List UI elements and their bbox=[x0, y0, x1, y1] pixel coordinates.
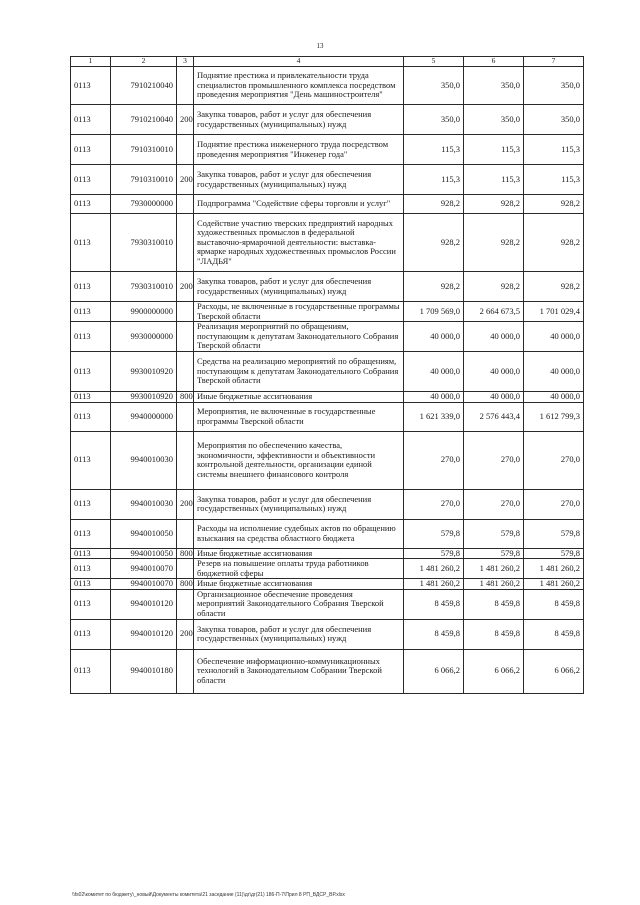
item-name-cell: Закупка товаров, работ и услуг для обеспечения государственных (муниципальных) нужд bbox=[194, 165, 404, 195]
amount-year2-cell: 2 576 443,4 bbox=[464, 402, 524, 431]
section-code-cell: 0113 bbox=[71, 392, 111, 403]
amount-year3-cell: 115,3 bbox=[524, 135, 584, 165]
amount-year3-cell: 8 459,8 bbox=[524, 589, 584, 619]
amount-year1-cell: 350,0 bbox=[404, 105, 464, 135]
expense-type-cell: 800 bbox=[177, 392, 194, 403]
section-code-cell: 0113 bbox=[71, 559, 111, 579]
header-cell: 7 bbox=[524, 57, 584, 67]
table-row bbox=[71, 589, 584, 619]
footer-file-path: \\fs02\комитет по бюджету\_новый\Документы комитета\21 заседание (11)\дг\дг(21) 186-П-7\Прил 8 РП_ВДСР_ВР.xlsx bbox=[72, 892, 345, 898]
amount-year3-cell: 40 000,0 bbox=[524, 352, 584, 392]
amount-year1-cell: 270,0 bbox=[404, 489, 464, 519]
section-code-cell: 0113 bbox=[71, 135, 111, 165]
amount-year2-cell: 40 000,0 bbox=[464, 392, 524, 403]
table-row bbox=[71, 165, 584, 195]
section-code-cell: 0113 bbox=[71, 489, 111, 519]
expense-type-cell bbox=[177, 135, 194, 165]
expense-type-cell bbox=[177, 519, 194, 548]
amount-year3-cell: 579,8 bbox=[524, 519, 584, 548]
target-article-cell: 7910310010 bbox=[111, 165, 177, 195]
table-row bbox=[71, 105, 584, 135]
amount-year3-cell: 1 612 799,3 bbox=[524, 402, 584, 431]
amount-year1-cell: 115,3 bbox=[404, 135, 464, 165]
target-article-cell: 9940010030 bbox=[111, 489, 177, 519]
section-code-cell: 0113 bbox=[71, 619, 111, 649]
expense-type-cell: 200 bbox=[177, 105, 194, 135]
section-code-cell: 0113 bbox=[71, 402, 111, 431]
expense-type-cell bbox=[177, 67, 194, 105]
section-code-cell: 0113 bbox=[71, 214, 111, 272]
item-name-cell: Мероприятия по обеспечению качества, экономичности, эффективности и объективности контрольной деятельности, организации единой системы внешнего финансового контроля bbox=[194, 431, 404, 489]
amount-year3-cell: 8 459,8 bbox=[524, 619, 584, 649]
amount-year2-cell: 2 664 673,5 bbox=[464, 302, 524, 322]
target-article-cell: 7910210040 bbox=[111, 67, 177, 105]
expense-type-cell bbox=[177, 559, 194, 579]
item-name-cell: Иные бюджетные ассигнования bbox=[194, 548, 404, 559]
amount-year1-cell: 1 481 260,2 bbox=[404, 579, 464, 590]
amount-year1-cell: 40 000,0 bbox=[404, 322, 464, 352]
table-row bbox=[71, 619, 584, 649]
table-row bbox=[71, 559, 584, 579]
section-code-cell: 0113 bbox=[71, 579, 111, 590]
amount-year1-cell: 350,0 bbox=[404, 67, 464, 105]
amount-year2-cell: 8 459,8 bbox=[464, 589, 524, 619]
expense-type-cell: 800 bbox=[177, 548, 194, 559]
amount-year3-cell: 40 000,0 bbox=[524, 322, 584, 352]
item-name-cell: Подпрограмма "Содействие сферы торговли и услуг" bbox=[194, 195, 404, 214]
section-code-cell: 0113 bbox=[71, 322, 111, 352]
item-name-cell: Мероприятия, не включенные в государственные программы Тверской области bbox=[194, 402, 404, 431]
expense-type-cell: 200 bbox=[177, 619, 194, 649]
amount-year1-cell: 928,2 bbox=[404, 214, 464, 272]
amount-year1-cell: 928,2 bbox=[404, 272, 464, 302]
section-code-cell: 0113 bbox=[71, 431, 111, 489]
amount-year2-cell: 270,0 bbox=[464, 431, 524, 489]
amount-year1-cell: 115,3 bbox=[404, 165, 464, 195]
expense-type-cell: 200 bbox=[177, 272, 194, 302]
amount-year3-cell: 6 066,2 bbox=[524, 649, 584, 693]
budget-table bbox=[70, 56, 584, 694]
target-article-cell: 9940010030 bbox=[111, 431, 177, 489]
expense-type-cell bbox=[177, 649, 194, 693]
section-code-cell: 0113 bbox=[71, 105, 111, 135]
table-row bbox=[71, 392, 584, 403]
amount-year1-cell: 6 066,2 bbox=[404, 649, 464, 693]
expense-type-cell: 200 bbox=[177, 489, 194, 519]
amount-year2-cell: 579,8 bbox=[464, 519, 524, 548]
table-row bbox=[71, 67, 584, 105]
table-header-row bbox=[71, 57, 584, 67]
amount-year3-cell: 928,2 bbox=[524, 214, 584, 272]
amount-year3-cell: 350,0 bbox=[524, 67, 584, 105]
amount-year2-cell: 1 481 260,2 bbox=[464, 579, 524, 590]
section-code-cell: 0113 bbox=[71, 519, 111, 548]
amount-year2-cell: 928,2 bbox=[464, 195, 524, 214]
amount-year1-cell: 928,2 bbox=[404, 195, 464, 214]
expense-type-cell bbox=[177, 195, 194, 214]
amount-year2-cell: 1 481 260,2 bbox=[464, 559, 524, 579]
target-article-cell: 9940010070 bbox=[111, 559, 177, 579]
item-name-cell: Закупка товаров, работ и услуг для обеспечения государственных (муниципальных) нужд bbox=[194, 272, 404, 302]
item-name-cell: Организационное обеспечение проведения мероприятий Законодательного Собрания Тверской области bbox=[194, 589, 404, 619]
amount-year1-cell: 40 000,0 bbox=[404, 352, 464, 392]
amount-year3-cell: 1 701 029,4 bbox=[524, 302, 584, 322]
table-row bbox=[71, 302, 584, 322]
amount-year3-cell: 1 481 260,2 bbox=[524, 579, 584, 590]
header-cell: 6 bbox=[464, 57, 524, 67]
header-cell: 4 bbox=[194, 57, 404, 67]
target-article-cell: 9940010050 bbox=[111, 519, 177, 548]
target-article-cell: 9940010120 bbox=[111, 589, 177, 619]
expense-type-cell bbox=[177, 402, 194, 431]
amount-year2-cell: 350,0 bbox=[464, 67, 524, 105]
table-row bbox=[71, 352, 584, 392]
expense-type-cell: 200 bbox=[177, 165, 194, 195]
section-code-cell: 0113 bbox=[71, 195, 111, 214]
amount-year3-cell: 115,3 bbox=[524, 165, 584, 195]
table-row bbox=[71, 519, 584, 548]
target-article-cell: 7910210040 bbox=[111, 105, 177, 135]
target-article-cell: 7910310010 bbox=[111, 135, 177, 165]
table-row bbox=[71, 195, 584, 214]
amount-year2-cell: 40 000,0 bbox=[464, 352, 524, 392]
table-row bbox=[71, 649, 584, 693]
amount-year3-cell: 270,0 bbox=[524, 431, 584, 489]
amount-year1-cell: 40 000,0 bbox=[404, 392, 464, 403]
item-name-cell: Закупка товаров, работ и услуг для обеспечения государственных (муниципальных) нужд bbox=[194, 105, 404, 135]
item-name-cell: Поднятие престижа и привлекательности труда специалистов промышленного комплекса посредством проведения мероприятия "День машиностроителя" bbox=[194, 67, 404, 105]
item-name-cell: Реализация мероприятий по обращениям, поступающим к депутатам Законодательного Собрания Тверской области bbox=[194, 322, 404, 352]
amount-year1-cell: 1 481 260,2 bbox=[404, 559, 464, 579]
table-row bbox=[71, 431, 584, 489]
amount-year3-cell: 928,2 bbox=[524, 195, 584, 214]
header-cell: 1 bbox=[71, 57, 111, 67]
table-row bbox=[71, 272, 584, 302]
amount-year3-cell: 1 481 260,2 bbox=[524, 559, 584, 579]
amount-year3-cell: 270,0 bbox=[524, 489, 584, 519]
amount-year2-cell: 270,0 bbox=[464, 489, 524, 519]
expense-type-cell bbox=[177, 352, 194, 392]
target-article-cell: 9940010070 bbox=[111, 579, 177, 590]
amount-year1-cell: 579,8 bbox=[404, 519, 464, 548]
target-article-cell: 7930000000 bbox=[111, 195, 177, 214]
header-cell: 5 bbox=[404, 57, 464, 67]
table-row bbox=[71, 135, 584, 165]
table-row bbox=[71, 322, 584, 352]
item-name-cell: Расходы на исполнение судебных актов по обращению взыскания на средства областного бюджета bbox=[194, 519, 404, 548]
amount-year1-cell: 270,0 bbox=[404, 431, 464, 489]
target-article-cell: 9930000000 bbox=[111, 322, 177, 352]
amount-year2-cell: 579,8 bbox=[464, 548, 524, 559]
item-name-cell: Средства на реализацию мероприятий по обращениям, поступающим к депутатам Законодательного Собрания Тверской области bbox=[194, 352, 404, 392]
target-article-cell: 7930310010 bbox=[111, 272, 177, 302]
amount-year1-cell: 8 459,8 bbox=[404, 589, 464, 619]
amount-year2-cell: 928,2 bbox=[464, 214, 524, 272]
expense-type-cell bbox=[177, 589, 194, 619]
amount-year3-cell: 579,8 bbox=[524, 548, 584, 559]
table-row bbox=[71, 214, 584, 272]
amount-year3-cell: 40 000,0 bbox=[524, 392, 584, 403]
expense-type-cell bbox=[177, 322, 194, 352]
amount-year2-cell: 6 066,2 bbox=[464, 649, 524, 693]
item-name-cell: Иные бюджетные ассигнования bbox=[194, 579, 404, 590]
amount-year3-cell: 928,2 bbox=[524, 272, 584, 302]
target-article-cell: 9940010050 bbox=[111, 548, 177, 559]
table-row bbox=[71, 579, 584, 590]
amount-year2-cell: 8 459,8 bbox=[464, 619, 524, 649]
item-name-cell: Поднятие престижа инженерного труда посредством проведения мероприятия "Инженер года" bbox=[194, 135, 404, 165]
item-name-cell: Закупка товаров, работ и услуг для обеспечения государственных (муниципальных) нужд bbox=[194, 619, 404, 649]
target-article-cell: 9930010920 bbox=[111, 352, 177, 392]
section-code-cell: 0113 bbox=[71, 165, 111, 195]
amount-year2-cell: 115,3 bbox=[464, 165, 524, 195]
target-article-cell: 7930310010 bbox=[111, 214, 177, 272]
table-row bbox=[71, 548, 584, 559]
section-code-cell: 0113 bbox=[71, 67, 111, 105]
page-number: 13 bbox=[316, 42, 324, 50]
amount-year1-cell: 8 459,8 bbox=[404, 619, 464, 649]
expense-type-cell bbox=[177, 431, 194, 489]
amount-year1-cell: 1 709 569,0 bbox=[404, 302, 464, 322]
item-name-cell: Расходы, не включенные в государственные программы Тверской области bbox=[194, 302, 404, 322]
expense-type-cell bbox=[177, 302, 194, 322]
amount-year1-cell: 579,8 bbox=[404, 548, 464, 559]
table-row bbox=[71, 489, 584, 519]
section-code-cell: 0113 bbox=[71, 548, 111, 559]
amount-year2-cell: 40 000,0 bbox=[464, 322, 524, 352]
target-article-cell: 9940000000 bbox=[111, 402, 177, 431]
target-article-cell: 9900000000 bbox=[111, 302, 177, 322]
amount-year3-cell: 350,0 bbox=[524, 105, 584, 135]
section-code-cell: 0113 bbox=[71, 272, 111, 302]
target-article-cell: 9930010920 bbox=[111, 392, 177, 403]
section-code-cell: 0113 bbox=[71, 589, 111, 619]
amount-year2-cell: 115,3 bbox=[464, 135, 524, 165]
table-row bbox=[71, 402, 584, 431]
item-name-cell: Резерв на повышение оплаты труда работников бюджетной сферы bbox=[194, 559, 404, 579]
target-article-cell: 9940010180 bbox=[111, 649, 177, 693]
header-cell: 2 bbox=[111, 57, 177, 67]
amount-year2-cell: 928,2 bbox=[464, 272, 524, 302]
amount-year1-cell: 1 621 339,0 bbox=[404, 402, 464, 431]
target-article-cell: 9940010120 bbox=[111, 619, 177, 649]
amount-year2-cell: 350,0 bbox=[464, 105, 524, 135]
item-name-cell: Иные бюджетные ассигнования bbox=[194, 392, 404, 403]
item-name-cell: Закупка товаров, работ и услуг для обеспечения государственных (муниципальных) нужд bbox=[194, 489, 404, 519]
header-cell: 3 bbox=[177, 57, 194, 67]
section-code-cell: 0113 bbox=[71, 302, 111, 322]
section-code-cell: 0113 bbox=[71, 649, 111, 693]
expense-type-cell: 800 bbox=[177, 579, 194, 590]
item-name-cell: Содействие участию тверских предприятий народных художественных промыслов в федеральной выставочно-ярмарочной деятельности: выставка-ярмарке народных художественных промыслов России "ЛАДЬЯ" bbox=[194, 214, 404, 272]
item-name-cell: Обеспечение информационно-коммуникационных технологий в Законодательном Собрании Тверской области bbox=[194, 649, 404, 693]
section-code-cell: 0113 bbox=[71, 352, 111, 392]
expense-type-cell bbox=[177, 214, 194, 272]
